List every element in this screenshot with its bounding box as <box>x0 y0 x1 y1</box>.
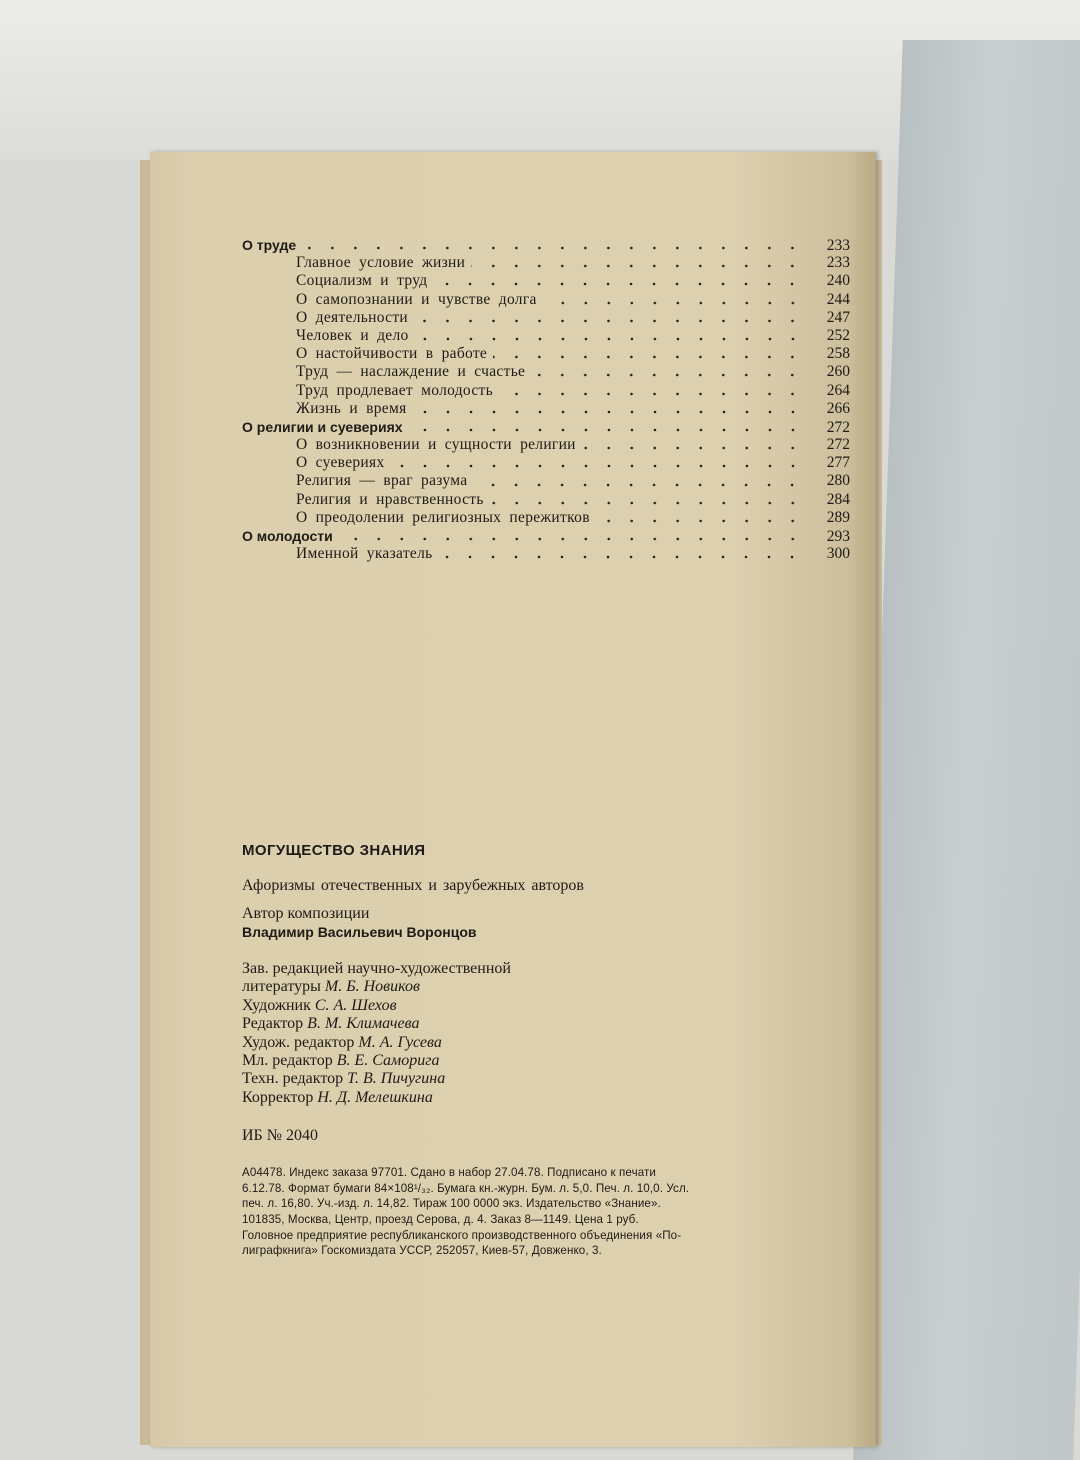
toc-entry-page: 266 <box>826 399 850 417</box>
toc-entry-page: 289 <box>826 508 850 526</box>
toc-entry-label: О настойчивости в работе <box>296 345 488 363</box>
toc-entry-label: О молодости <box>242 528 333 544</box>
toc-entry-page: 244 <box>826 290 850 308</box>
toc-leader-dots <box>433 282 804 286</box>
toc-entry-page: 277 <box>826 454 850 472</box>
toc-leader-dots <box>409 428 804 432</box>
toc-leader-dots <box>473 483 804 487</box>
credit-role: Худож. редактор <box>242 1033 355 1051</box>
imprint-line: Головное предприятие республиканского производственного объединения «По- <box>242 1228 682 1242</box>
toc-leader-dots <box>438 555 804 559</box>
toc-entry <box>242 472 850 490</box>
toc-leader-dots <box>582 446 804 450</box>
toc-leader-dots <box>471 264 804 268</box>
toc-leader-dots <box>490 501 804 505</box>
toc-leader-dots <box>413 410 804 414</box>
toc-entry-page: 247 <box>826 308 850 326</box>
toc-leader-dots <box>493 355 804 359</box>
credits-list <box>242 960 872 1107</box>
credit-name: Н. Д. Мелешкина <box>317 1088 433 1106</box>
credit-line <box>242 1089 872 1107</box>
imprint-line: лиграфкнига» Госкомиздата УССР, 252057, Киев-57, Довженко, 3. <box>242 1244 602 1258</box>
credit-role: Художник <box>242 996 311 1014</box>
credit-name: В. М. Климачева <box>307 1015 420 1033</box>
toc-entry-page: 233 <box>826 237 850 254</box>
toc-entry <box>242 436 850 454</box>
toc-entry-label: Именной указатель <box>296 545 433 563</box>
toc-entry <box>242 454 850 472</box>
toc-entry <box>242 254 850 272</box>
toc-entry-label: Жизнь и время <box>296 399 407 417</box>
toc-entry <box>242 545 850 563</box>
toc-leader-dots <box>302 246 804 250</box>
credit-name: М. А. Гусева <box>358 1033 442 1051</box>
credit-role: Корректор <box>242 1088 314 1106</box>
credit-line <box>242 1034 872 1052</box>
toc-leader-dots <box>339 537 804 541</box>
colophon <box>242 842 872 1259</box>
toc-entry-page: 264 <box>826 381 850 399</box>
toc-leader-dots <box>415 337 804 341</box>
toc-entry <box>242 509 850 527</box>
credit-name: М. Б. Новиков <box>324 978 420 996</box>
adjacent-book-cover <box>853 40 1080 1460</box>
credit-role: Зав. редакцией научно-художественной <box>242 960 511 977</box>
toc-entry-page: 272 <box>826 418 850 436</box>
credit-line <box>242 1015 872 1033</box>
toc-entry <box>242 291 850 309</box>
book-title: МОГУЩЕСТВО ЗНАНИЯ <box>242 842 426 859</box>
imprint-line: А04478. Индекс заказа 97701. Сдано в набор 27.04.78. Подписано к печати <box>242 1166 656 1180</box>
toc-entry-label: Религия и нравственность <box>296 490 484 508</box>
toc-leader-dots <box>414 319 804 323</box>
credit-name: Т. В. Пичугина <box>347 1070 446 1088</box>
toc-entry-label: О деятельности <box>296 308 408 326</box>
toc-entry-label: Труд продлевает молодость <box>296 381 493 399</box>
credit-name: В. Е. Саморига <box>336 1052 440 1070</box>
toc-entry-label: Главное условие жизни <box>296 254 466 272</box>
toc-entry <box>242 363 850 381</box>
composition-author: Владимир Васильевич Воронцов <box>242 924 477 940</box>
toc-entry-page: 293 <box>826 528 850 545</box>
toc-entry <box>242 418 850 436</box>
imprint-block <box>242 1165 862 1259</box>
toc-leader-dots <box>531 373 804 377</box>
toc-leader-dots <box>499 392 804 396</box>
imprint-line: 6.12.78. Формат бумаги 84×108¹/₃₂. Бумага кн.-журн. Бум. л. 5,0. Печ. л. 10,0. Усл. <box>242 1181 690 1195</box>
toc-leader-dots <box>391 464 804 468</box>
toc-entry-page: 284 <box>826 490 850 508</box>
composition-label: Автор композиции <box>242 905 370 922</box>
toc-entry-label: О труде <box>242 237 297 253</box>
toc-entry <box>242 327 850 345</box>
toc-entry-label: Труд — наслаждение и счастье <box>296 363 526 381</box>
toc-entry-label: О преодолении религиозных пережитков <box>296 508 590 526</box>
table-of-contents <box>242 236 850 563</box>
toc-entry <box>242 491 850 509</box>
toc-entry <box>242 272 850 290</box>
credit-line <box>242 997 872 1015</box>
imprint-line: 101835, Москва, Центр, проезд Серова, д. 4. Заказ 8—1149. Цена 1 руб. <box>242 1213 639 1227</box>
book-page <box>150 152 876 1447</box>
toc-entry-label: О самопознании и чувстве долга <box>296 290 537 308</box>
toc-entry <box>242 309 850 327</box>
toc-entry-label: О возникновении и сущности религии <box>296 436 576 454</box>
toc-entry-page: 252 <box>826 326 850 344</box>
toc-entry <box>242 400 850 418</box>
toc-entry <box>242 236 850 254</box>
toc-entry-label: Человек и дело <box>296 326 409 344</box>
credit-line <box>242 960 872 978</box>
credit-line <box>242 1070 872 1088</box>
credit-line <box>242 1052 872 1070</box>
toc-entry <box>242 527 850 545</box>
credit-role: Техн. редактор <box>242 1070 344 1088</box>
toc-leader-dots <box>543 301 804 305</box>
book-subtitle: Афоризмы отечественных и зарубежных авторов <box>242 877 584 894</box>
toc-entry-page: 258 <box>826 345 850 363</box>
toc-entry <box>242 345 850 363</box>
toc-entry <box>242 382 850 400</box>
toc-entry-label: Социализм и труд <box>296 272 428 290</box>
credit-name: С. А. Шехов <box>314 996 397 1014</box>
credit-role: Редактор <box>242 1015 304 1033</box>
toc-entry-label: Религия — враг разума <box>296 472 468 490</box>
toc-leader-dots <box>596 519 804 523</box>
credit-role: литературы <box>242 978 321 996</box>
toc-entry-label: О суевериях <box>296 454 385 472</box>
toc-entry-page: 260 <box>826 363 850 381</box>
toc-entry-label: О религии и суевериях <box>242 418 403 435</box>
toc-entry-page: 272 <box>826 436 850 454</box>
credit-line <box>242 978 872 996</box>
toc-entry-page: 240 <box>826 272 850 290</box>
ib-number: ИБ № 2040 <box>242 1127 319 1145</box>
imprint-line: печ. л. 16,80. Уч.-изд. л. 14,82. Тираж 100 0000 экз. Издательство «Знание». <box>242 1197 661 1211</box>
credit-role: Мл. редактор <box>242 1052 333 1070</box>
toc-entry-page: 280 <box>826 472 850 490</box>
toc-entry-page: 300 <box>826 545 850 563</box>
toc-entry-page: 233 <box>826 254 850 272</box>
